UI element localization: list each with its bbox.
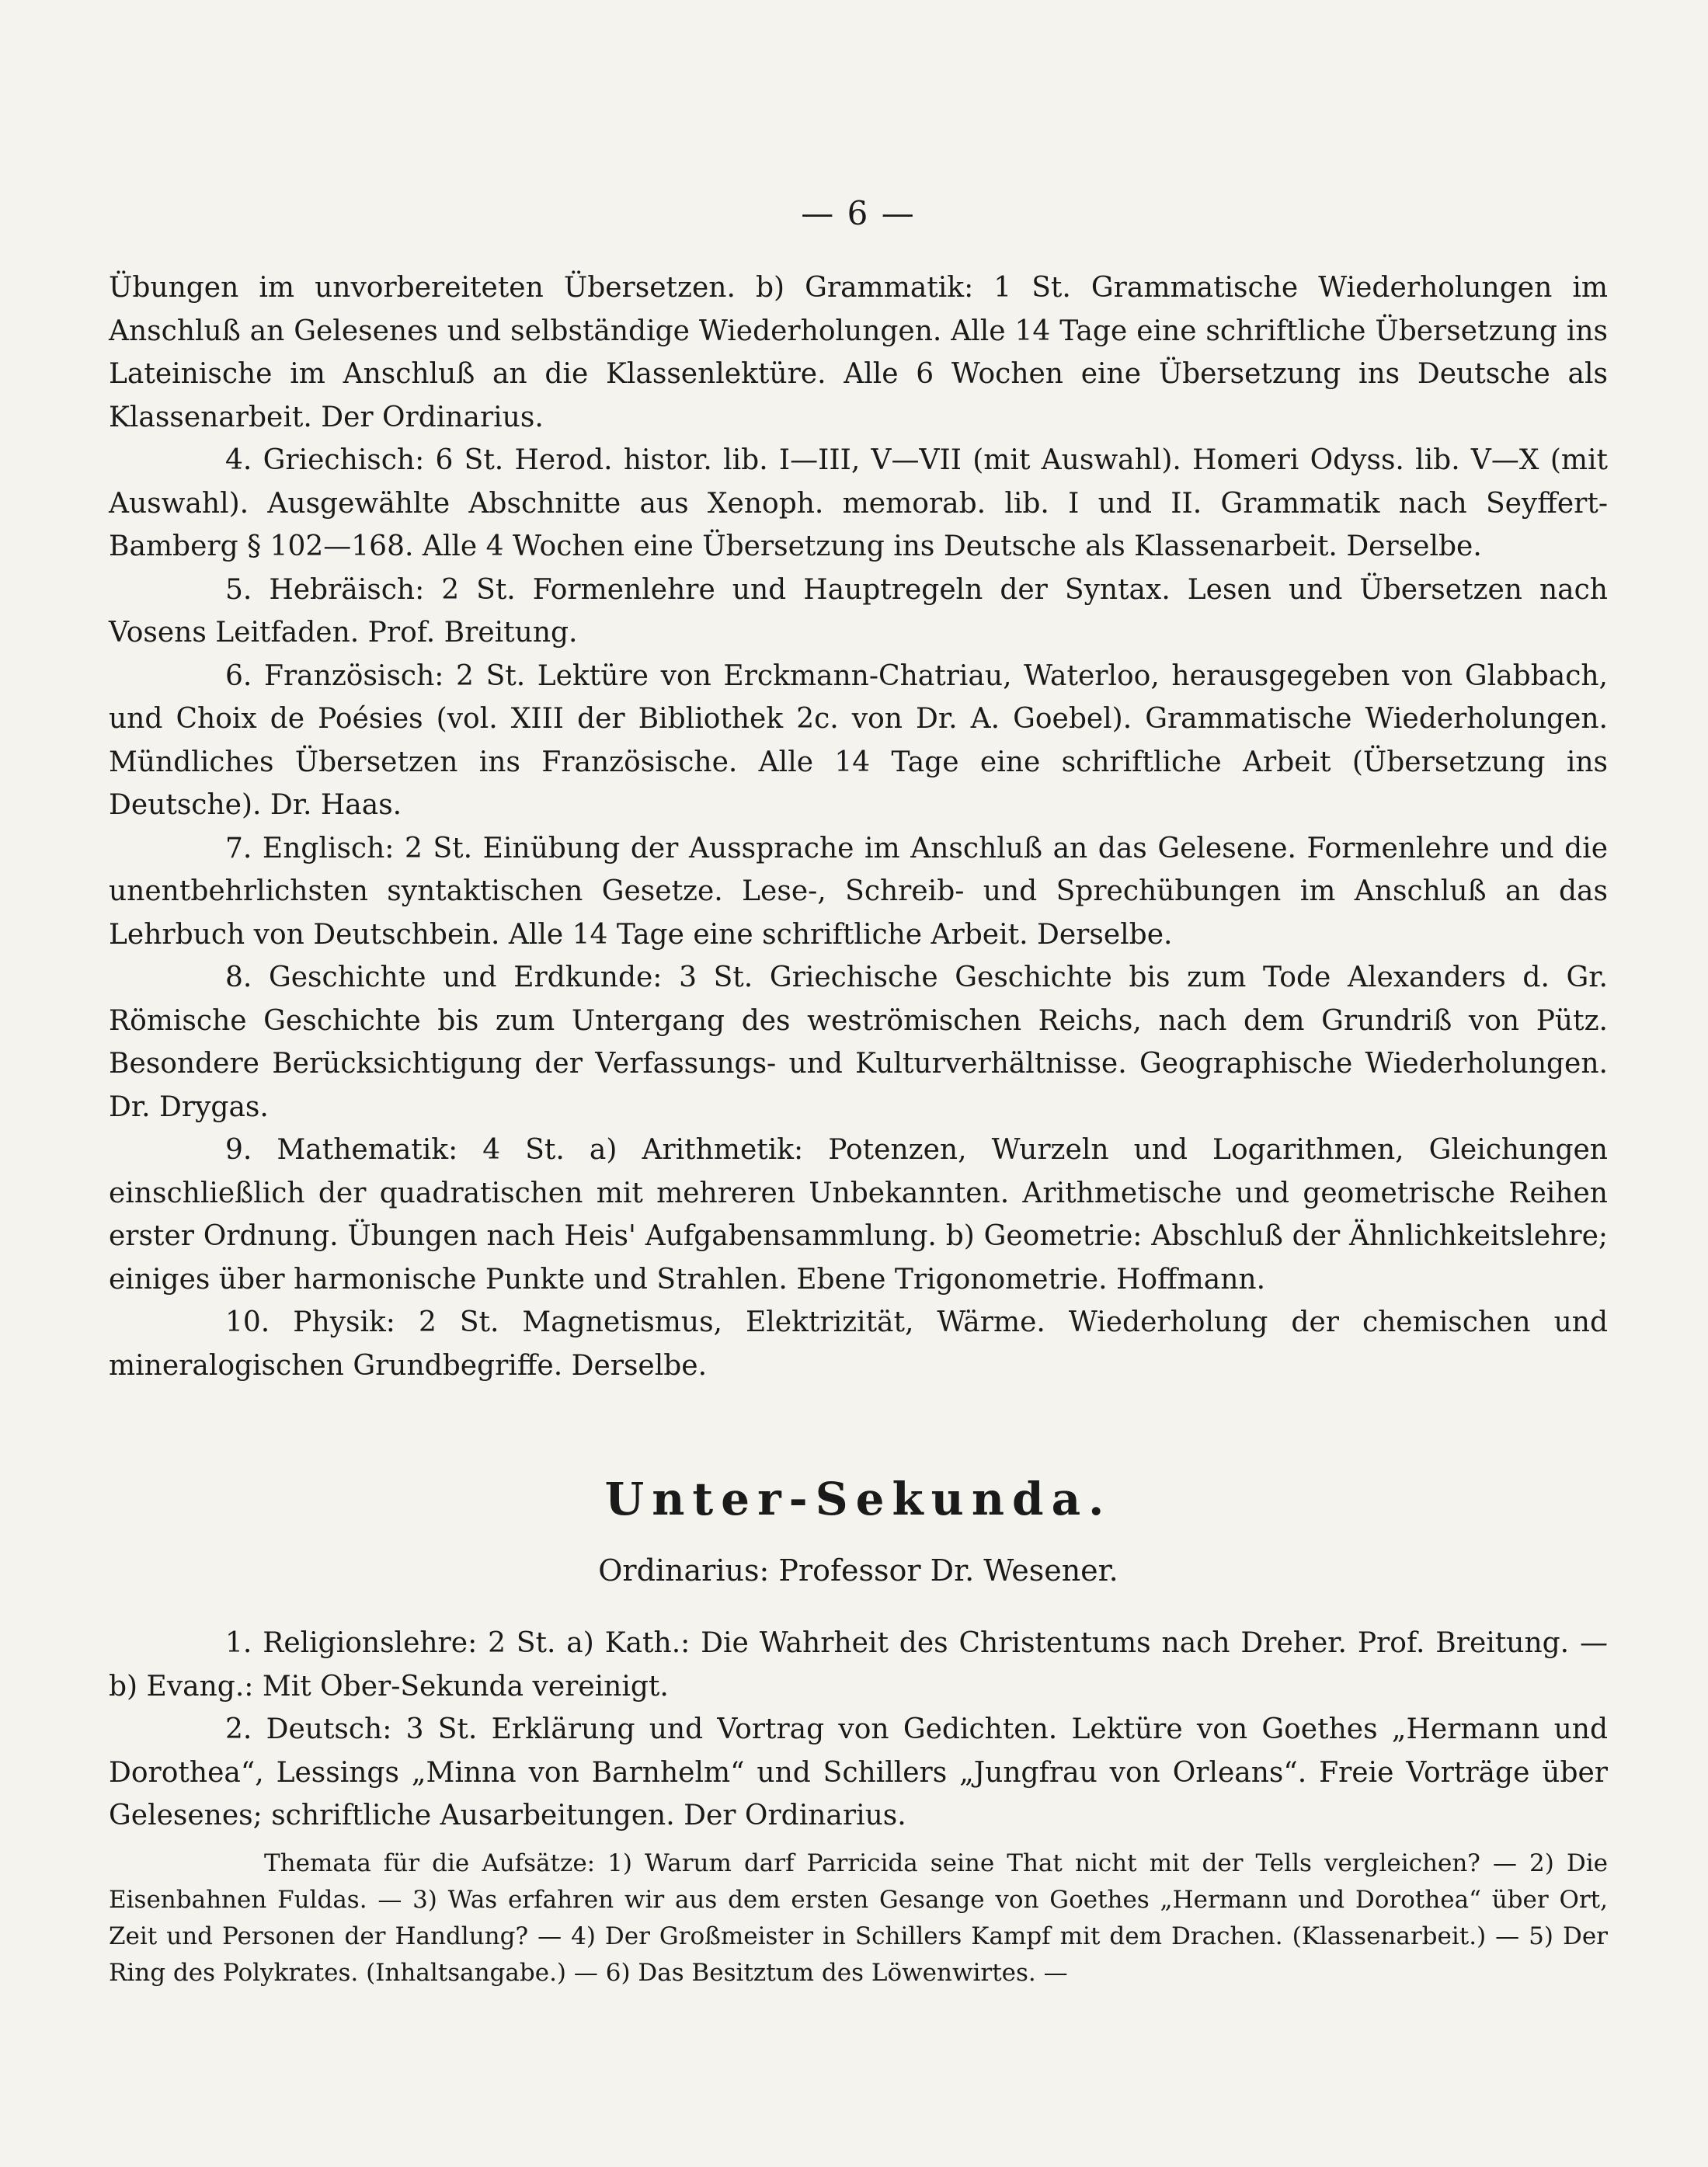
paragraph-physik: 10. Physik: 2 St. Magnetismus, Elektrizität, Wärme. Wiederholung der chemischen und mineralogischen Grundbegriffe. Derselbe. <box>109 1306 1608 1382</box>
paragraph-englisch: 7. Englisch: 2 St. Einübung der Aussprache im Anschluß an das Gelesene. Formenlehre und die unentbehrlichsten syntaktischen Gesetze. Lese-, Schreib- und Sprechübungen im Anschluß an das Lehrbuch von Deutschbein. Alle 14 Tage eine schriftliche Arbeit. Derselbe. <box>109 832 1608 951</box>
paragraph-franzoesisch: 6. Französisch: 2 St. Lektüre von Erckmann-Chatriau, Waterloo, herausgegeben von Glabbach, und Choix de Poésies (vol. XIII der Bibliothek 2c. von Dr. A. Goebel). Grammatische Wiederholungen. Mündliches Übersetzen ins Französische. Alle 14 Tage eine schriftliche Arbeit (Übersetzung ins Deutsche). Dr. Haas. <box>109 659 1608 821</box>
document-page <box>109 194 1608 1991</box>
paragraph-deutsch: 2. Deutsch: 3 St. Erklärung und Vortrag von Gedichten. Lektüre von Goethes „Hermann und Dorothea“, Lessings „Minna von Barnhelm“ und Schillers „Jungfrau von Orleans“. Freie Vorträge über Gelesenes; schriftliche Ausarbeitungen. Der Ordinarius. <box>109 1713 1608 1831</box>
paragraph-geschichte: 8. Geschichte und Erdkunde: 3 St. Griechische Geschichte bis zum Tode Alexanders d. Gr. Römische Geschichte bis zum Untergang des weströmischen Reichs, nach dem Grundriß von Pütz. Besondere Berücksichtigung der Verfassungs- und Kulturverhältnisse. Geographische Wiederholungen. Dr. Drygas. <box>109 962 1608 1123</box>
paragraph-mathematik: 9. Mathematik: 4 St. a) Arithmetik: Potenzen, Wurzeln und Logarithmen, Gleichungen einschließlich der quadratischen mit mehreren Unbekannten. Arithmetische und geometrische Reihen erster Ordnung. Übungen nach Heis' Aufgabensammlung. b) Geometrie: Abschluß der Ähnlichkeitslehre; einiges über harmonische Punkte und Strahlen. Ebene Trigonometrie. Hoffmann. <box>109 1134 1608 1296</box>
section-subheading: Ordinarius: Professor Dr. Wesener. <box>598 1553 1118 1588</box>
essay-topics: Themata für die Aufsätze: 1) Warum darf Parricida seine That nicht mit der Tells vergleichen? — 2) Die Eisenbahnen Fuldas. — 3) Was erfahren wir aus dem ersten Gesange von Goethes „Hermann und Dorothea“ über Ort, Zeit und Personen der Handlung? — 4) Der Großmeister in Schillers Kampf mit dem Drachen. (Klassenarbeit.) — 5) Der Ring des Polykrates. (Inhaltsangabe.) — 6) Das Besitztum des Löwenwirtes. — <box>109 1849 1608 1987</box>
paragraph-griechisch: 4. Griechisch: 6 St. Herod. histor. lib. I—III, V—VII (mit Auswahl). Homeri Odyss. lib. V—X (mit Auswahl). Ausgewählte Abschnitte aus Xenoph. memorab. lib. I und II. Grammatik nach Seyffert-Bamberg § 102—168. Alle 4 Wochen eine Übersetzung ins Deutsche als Klassenarbeit. Derselbe. <box>109 444 1608 562</box>
paragraph-religionslehre: 1. Religionslehre: 2 St. a) Kath.: Die Wahrheit des Christentums nach Dreher. Prof. Breitung. — b) Evang.: Mit Ober-Sekunda vereinigt. <box>109 1627 1608 1703</box>
paragraph-hebraeisch: 5. Hebräisch: 2 St. Formenlehre und Hauptregeln der Syntax. Lesen und Übersetzen nach Vosens Leitfaden. Prof. Breitung. <box>109 573 1608 649</box>
page-number: — 6 — <box>801 194 916 232</box>
section-heading: Unter-Sekunda. <box>604 1473 1112 1525</box>
paragraph-latin-continued: Übungen im unvorbereiteten Übersetzen. b) Grammatik: 1 St. Grammatische Wiederholungen im Anschluß an Gelesenes und selbständige Wiederholungen. Alle 14 Tage eine schriftliche Übersetzung ins Lateinische im Anschluß an die Klassenlektüre. Alle 6 Wochen eine Übersetzung ins Deutsche als Klassenarbeit. Der Ordinarius. <box>109 272 1608 433</box>
